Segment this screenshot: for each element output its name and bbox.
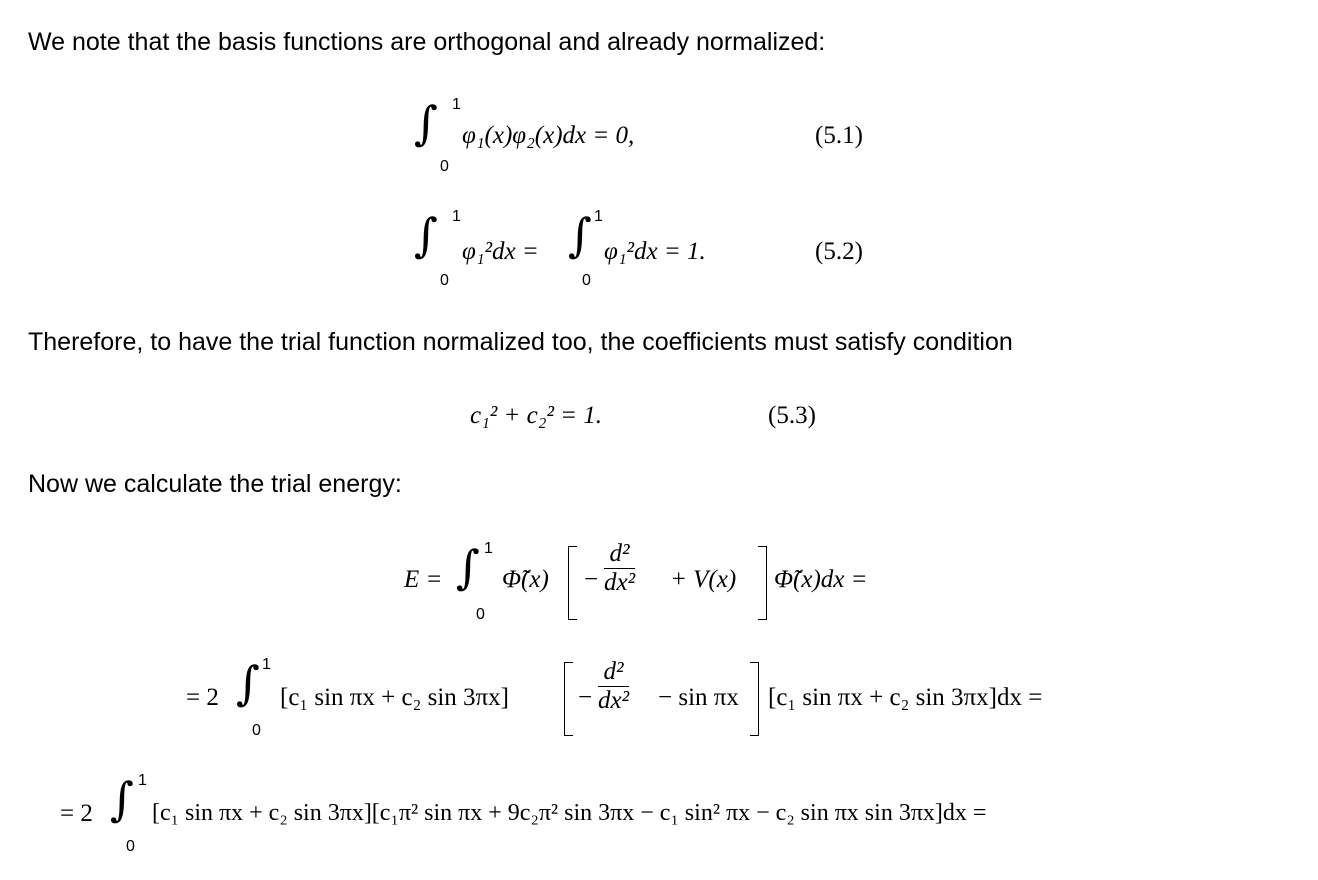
potential-term: + V(x) bbox=[670, 566, 737, 593]
equation-5-3: c₁² + c₂² = 1. bbox=[470, 402, 603, 429]
second-derivative-fraction bbox=[598, 658, 629, 715]
paragraph-coefficients: Therefore, to have the trial function normalized too, the coefficients must satisfy condition bbox=[28, 328, 1013, 356]
equation-line-2-lhs: = 2 bbox=[186, 684, 219, 711]
expansion-head: [c₁ sin πx + c₂ sin 3πx] bbox=[280, 684, 509, 711]
second-derivative-fraction bbox=[604, 540, 635, 597]
right-bracket bbox=[758, 546, 767, 620]
fraction-numerator: d² bbox=[604, 540, 635, 569]
upper-limit: 1 bbox=[594, 208, 603, 225]
lower-limit: 0 bbox=[476, 606, 485, 623]
integral-sign: ∫ bbox=[456, 540, 480, 594]
upper-limit: 1 bbox=[262, 656, 271, 673]
lower-limit: 0 bbox=[252, 722, 261, 739]
left-bracket bbox=[564, 662, 573, 736]
integral-sign: ∫ bbox=[568, 208, 592, 262]
upper-limit: 1 bbox=[452, 208, 461, 225]
upper-limit: 1 bbox=[484, 540, 493, 557]
expansion-tail: [c₁ sin πx + c₂ sin 3πx]dx = bbox=[768, 684, 1043, 711]
lower-limit: 0 bbox=[582, 272, 591, 289]
right-bracket bbox=[750, 662, 759, 736]
integral-sign: ∫ bbox=[236, 656, 260, 710]
equation-number-5-3: (5.3) bbox=[768, 402, 816, 429]
fraction-numerator: d² bbox=[598, 658, 629, 687]
fraction-denominator: dx² bbox=[604, 569, 636, 596]
minus-sign: − bbox=[578, 684, 593, 711]
integral-sign: ∫ bbox=[414, 96, 438, 150]
lower-limit: 0 bbox=[126, 838, 135, 855]
equation-line-3-lhs: = 2 bbox=[60, 800, 93, 827]
upper-limit: 1 bbox=[138, 772, 147, 789]
lower-limit: 0 bbox=[440, 158, 449, 175]
fraction-denominator: dx² bbox=[598, 687, 630, 714]
left-bracket bbox=[568, 546, 577, 620]
potential-term: − sin πx bbox=[658, 684, 739, 711]
equation-5-2-left: φ₁²dx = bbox=[462, 238, 539, 265]
equation-number-5-2: (5.2) bbox=[815, 238, 863, 265]
integral-sign: ∫ bbox=[110, 772, 134, 826]
expanded-integrand: [c₁ sin πx + c₂ sin 3πx][c₁π² sin πx + 9c₂π² sin 3πx − c₁ sin² πx − c₂ sin πx sin 3πx]dx = bbox=[152, 800, 987, 826]
energy-tail: Φ̃(x)dx = bbox=[774, 566, 868, 593]
equation-5-2-right: φ₁²dx = 1. bbox=[604, 238, 706, 265]
paragraph-trial-energy: Now we calculate the trial energy: bbox=[28, 470, 402, 498]
integral-sign: ∫ bbox=[414, 208, 438, 262]
trial-function: Φ̃(x) bbox=[502, 566, 549, 593]
equation-number-5-1: (5.1) bbox=[815, 122, 863, 149]
energy-lhs: E = bbox=[404, 566, 443, 593]
equation-5-1: φ₁(x)φ₂(x)dx = 0, bbox=[462, 122, 635, 149]
lower-limit: 0 bbox=[440, 272, 449, 289]
upper-limit: 1 bbox=[452, 96, 461, 113]
minus-sign: − bbox=[584, 566, 599, 593]
paragraph-orthogonal: We note that the basis functions are orthogonal and already normalized: bbox=[28, 28, 826, 56]
